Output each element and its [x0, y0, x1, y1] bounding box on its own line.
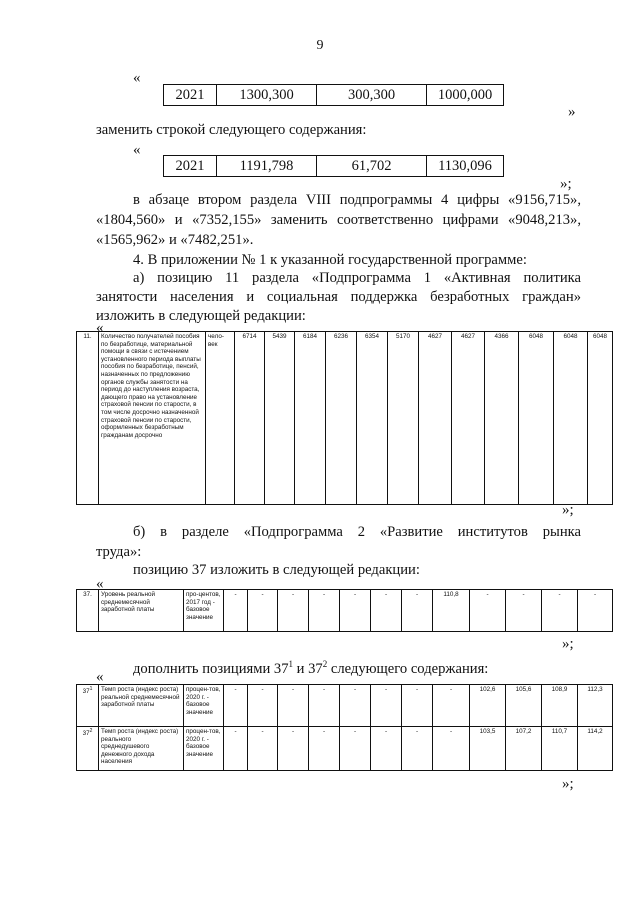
- quote-close-5: »;: [562, 776, 574, 792]
- para6-after: следующего содержания:: [327, 660, 489, 677]
- row37-2-val-11: 110,7: [542, 727, 578, 771]
- row37-name: Уровень реальной среднемесячной заработной платы: [99, 590, 184, 632]
- row37-1-val-10: 105,6: [506, 685, 542, 727]
- row37-1-val-6: -: [371, 685, 402, 727]
- row37-2-num-sup: 2: [89, 728, 93, 734]
- page-number: 9: [316, 38, 324, 53]
- row37-val-6: -: [371, 590, 402, 632]
- table-old-regional: 1000,000: [427, 85, 504, 106]
- table-rows-37-1-2: [76, 684, 613, 771]
- row37-2-val-8: -: [433, 727, 470, 771]
- row37-val-12: -: [578, 590, 613, 632]
- row37-val-8: 110,8: [433, 590, 470, 632]
- row11-val-11: 6048: [554, 332, 588, 505]
- row11-val-6: 5170: [388, 332, 419, 505]
- row37-2-num-base: 37: [82, 730, 90, 738]
- para4-line1: б) в разделе «Подпрограмма 2 «Развитие институтов рынка: [133, 524, 581, 540]
- table-new-values: [163, 155, 504, 177]
- row37-1-name: Темп роста (индекс роста) реальной среднемесячной заработной платы: [99, 685, 184, 727]
- row37-1-val-5: -: [340, 685, 371, 727]
- para3-line3: изложить в следующей редакции:: [96, 308, 306, 324]
- row37-2-num: [77, 727, 99, 771]
- row37-1-num-base: 37: [82, 688, 90, 696]
- table-row: [77, 727, 613, 771]
- row37-2-val-4: -: [309, 727, 340, 771]
- row37-2-val-3: -: [278, 727, 309, 771]
- replace-text: заменить строкой следующего содержания:: [96, 122, 367, 138]
- row37-1-val-3: -: [278, 685, 309, 727]
- row37-val-9: -: [470, 590, 506, 632]
- row37-2-val-2: -: [248, 727, 278, 771]
- row11-val-8: 4627: [452, 332, 485, 505]
- table-old-year: 2021: [164, 85, 217, 106]
- row37-2-val-5: -: [340, 727, 371, 771]
- row11-val-2: 5439: [265, 332, 295, 505]
- row37-2-name: Темп роста (индекс роста) реального среднедушевого денежного дохода населения: [99, 727, 184, 771]
- row37-1-val-7: -: [402, 685, 433, 727]
- table-row-11: [76, 331, 613, 505]
- row37-1-val-8: -: [433, 685, 470, 727]
- para3-line1: а) позицию 11 раздела «Подпрограмма 1 «Активная политика: [133, 270, 581, 286]
- table-row: [77, 685, 613, 727]
- row37-2-val-12: 114,2: [578, 727, 613, 771]
- row37-val-1: -: [224, 590, 248, 632]
- para6-sup2: 2: [322, 659, 328, 669]
- quote-close-3: »;: [562, 502, 574, 518]
- row11-name: Количество получателей пособия по безработице, материальной помощи в связи с истечением установленного периода выплаты пособия по безработице, пенсий, назначенных по предложению органов службы занятости на период до наступления возраста, дающего право на установление страховой пенсии по старости, в том числе досрочно назначенной страховой пенсии по старости, оформленных безработным гражданам досрочно: [99, 332, 206, 505]
- row11-val-9: 4366: [485, 332, 519, 505]
- para6-mid: и 37: [293, 660, 323, 677]
- para1-line2: «1804,560» и «7352,155» заменить соответственно цифрами «9048,213»,: [96, 212, 581, 228]
- table-row-37: [76, 589, 613, 632]
- quote-open-5: «: [96, 669, 104, 685]
- row37-val-7: -: [402, 590, 433, 632]
- row11-val-1: 6714: [235, 332, 265, 505]
- table-new-total: 1191,798: [217, 156, 317, 177]
- row37-2-val-6: -: [371, 727, 402, 771]
- row11-val-5: 6354: [357, 332, 388, 505]
- table-old-total: 1300,300: [217, 85, 317, 106]
- table-row: [77, 332, 613, 505]
- row37-val-11: -: [542, 590, 578, 632]
- row37-2-val-9: 103,5: [470, 727, 506, 771]
- row37-1-val-12: 112,3: [578, 685, 613, 727]
- table-old-federal: 300,300: [317, 85, 427, 106]
- row37-unit: про-центов, 2017 год - базовое значение: [184, 590, 224, 632]
- table-new-regional: 1130,096: [427, 156, 504, 177]
- quote-open-3: «: [96, 320, 104, 336]
- row37-num: 37.: [77, 590, 99, 632]
- para6-sup1: 1: [288, 659, 294, 669]
- row37-1-val-11: 108,9: [542, 685, 578, 727]
- row11-val-4: 6236: [326, 332, 357, 505]
- row37-val-5: -: [340, 590, 371, 632]
- para4-line2: труда»:: [96, 544, 142, 560]
- row11-val-3: 6184: [295, 332, 326, 505]
- row37-1-val-1: -: [224, 685, 248, 727]
- row11-unit: чело-век: [206, 332, 235, 505]
- row37-val-10: -: [506, 590, 542, 632]
- row37-2-val-7: -: [402, 727, 433, 771]
- row11-num: 11.: [77, 332, 99, 505]
- row11-val-12: 6048: [588, 332, 613, 505]
- quote-open-4: «: [96, 576, 104, 592]
- row11-val-7: 4627: [419, 332, 452, 505]
- row37-1-val-2: -: [248, 685, 278, 727]
- row11-val-10: 6048: [519, 332, 554, 505]
- quote-close-1: »: [568, 104, 576, 120]
- row37-val-3: -: [278, 590, 309, 632]
- row37-2-val-1: -: [224, 727, 248, 771]
- quote-open-1: «: [133, 70, 141, 86]
- para1-line1: в абзаце втором раздела VIII подпрограммы 4 цифры «9156,715»,: [133, 192, 581, 208]
- para3-line2: занятости населения и социальная поддержка безработных граждан»: [96, 289, 581, 305]
- quote-close-4: »;: [562, 636, 574, 652]
- row37-val-4: -: [309, 590, 340, 632]
- table-new-year: 2021: [164, 156, 217, 177]
- para2: 4. В приложении № 1 к указанной государственной программе:: [133, 252, 527, 268]
- row37-1-num: [77, 685, 99, 727]
- quote-open-2: «: [133, 142, 141, 158]
- row37-1-val-4: -: [309, 685, 340, 727]
- table-old-values: [163, 84, 504, 106]
- row37-1-num-sup: 1: [89, 686, 93, 692]
- row37-val-2: -: [248, 590, 278, 632]
- para5: позицию 37 изложить в следующей редакции:: [133, 562, 420, 578]
- quote-close-2: »;: [560, 176, 572, 192]
- para1-line3: «1565,962» и «7482,251».: [96, 232, 254, 248]
- para6: [133, 654, 488, 679]
- table-new-federal: 61,702: [317, 156, 427, 177]
- row37-2-unit: процен-тов, 2020 г. - базовое значение: [184, 727, 224, 771]
- row37-1-unit: процен-тов, 2020 г. - базовое значение: [184, 685, 224, 727]
- row37-1-val-9: 102,6: [470, 685, 506, 727]
- para6-before: дополнить позициями 37: [133, 660, 289, 677]
- row37-2-val-10: 107,2: [506, 727, 542, 771]
- table-row: [77, 590, 613, 632]
